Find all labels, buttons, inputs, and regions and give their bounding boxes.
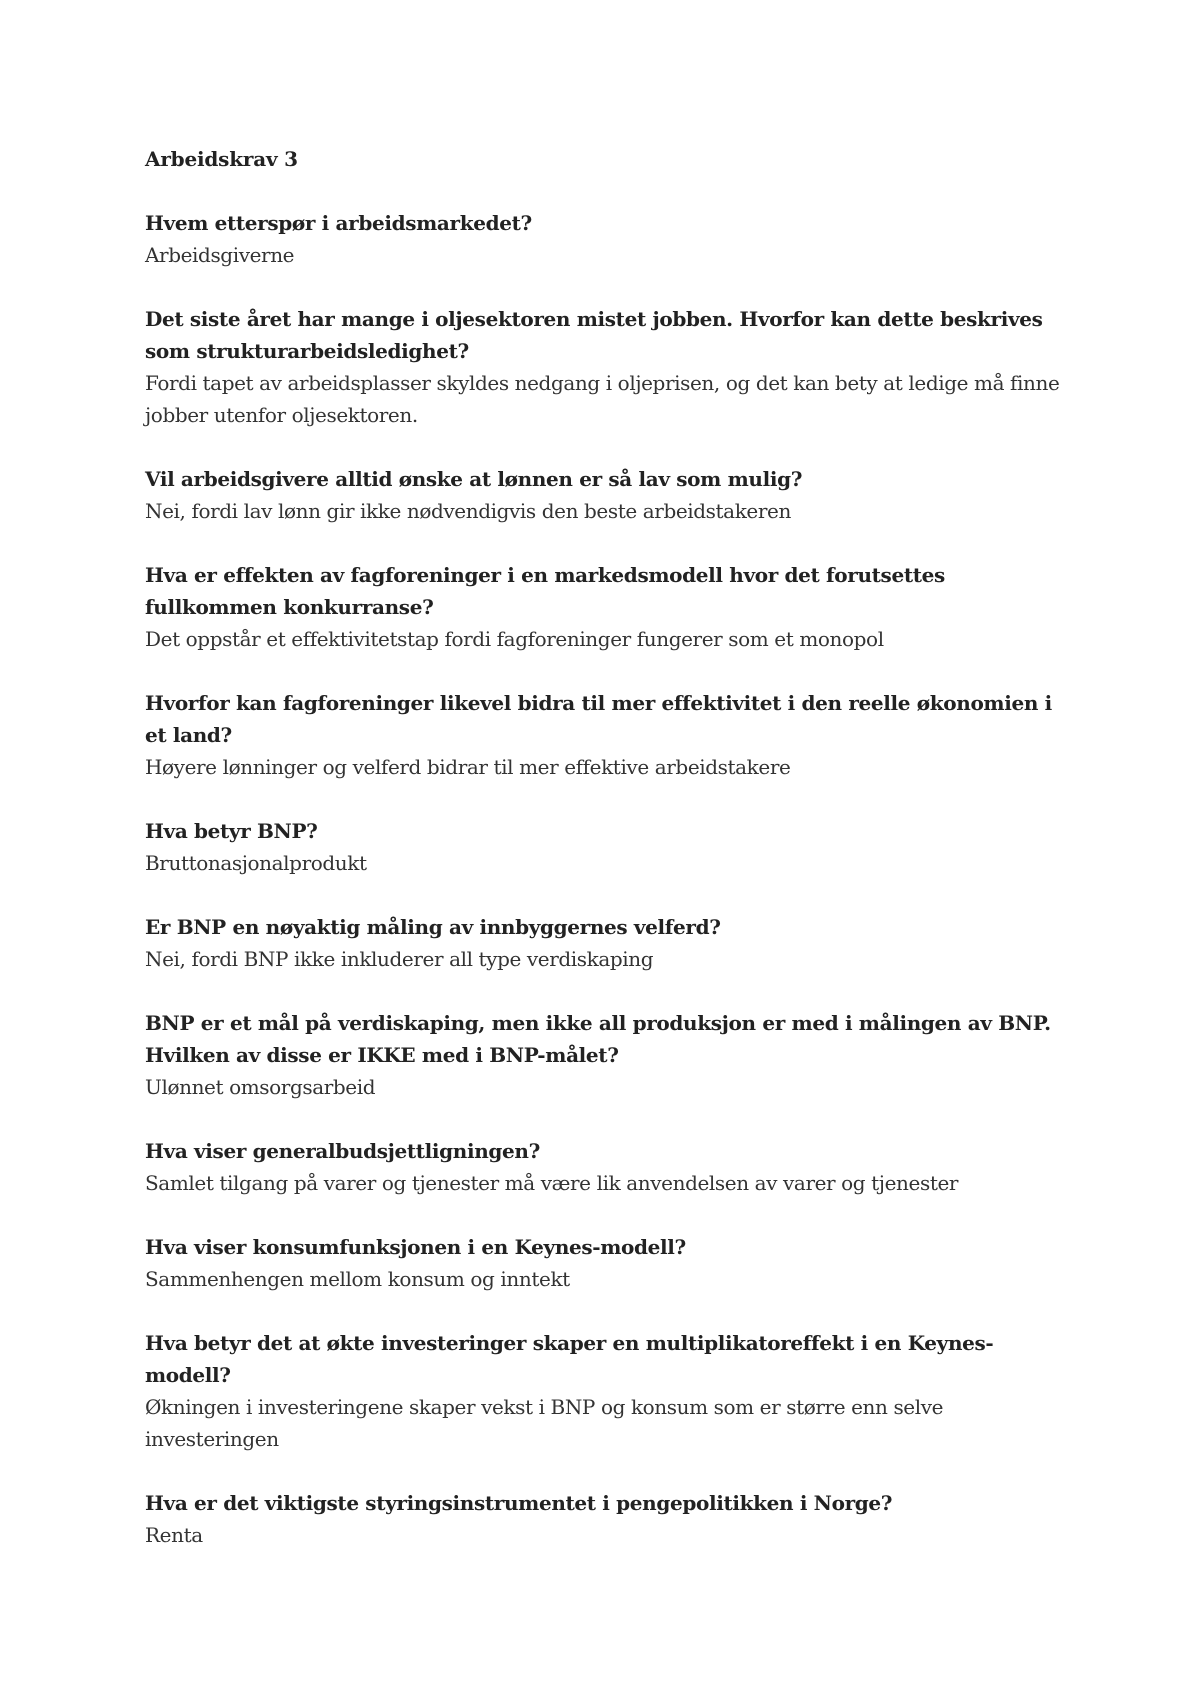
answer-7: Nei, fordi BNP ikke inkluderer all type verdiskaping — [145, 947, 654, 971]
question-9: Hva viser generalbudsjettligningen? — [145, 1139, 540, 1163]
answer-3: Nei, fordi lav lønn gir ikke nødvendigvis den beste arbeidstakeren — [145, 499, 791, 523]
question-10: Hva viser konsumfunksjonen i en Keynes-modell? — [145, 1235, 686, 1259]
answer-6: Bruttonasjonalprodukt — [145, 851, 367, 875]
qa-item-3 — [145, 463, 1065, 527]
answer-8: Ulønnet omsorgsarbeid — [145, 1075, 376, 1099]
qa-item-8 — [145, 1007, 1065, 1103]
answer-5: Høyere lønninger og velferd bidrar til mer effektive arbeidstakere — [145, 755, 791, 779]
qa-item-10 — [145, 1231, 1065, 1295]
question-11: Hva betyr det at økte investeringer skaper en multiplikatoreffekt i en Keynes-modell? — [145, 1331, 994, 1387]
qa-item-2 — [145, 303, 1065, 431]
qa-item-5 — [145, 687, 1065, 783]
document-title: Arbeidskrav 3 — [145, 147, 298, 171]
answer-10: Sammenhengen mellom konsum og inntekt — [145, 1267, 570, 1291]
qa-item-7 — [145, 911, 1065, 975]
question-1: Hvem etterspør i arbeidsmarkedet? — [145, 211, 532, 235]
question-3: Vil arbeidsgivere alltid ønske at lønnen er så lav som mulig? — [145, 467, 803, 491]
question-4: Hva er effekten av fagforeninger i en markedsmodell hvor det forutsettes fullkommen konkurranse? — [145, 563, 945, 619]
qa-item-6 — [145, 815, 1065, 879]
question-8: BNP er et mål på verdiskaping, men ikke all produksjon er med i målingen av BNP. Hvilken av disse er IKKE med i BNP-målet? — [145, 1011, 1051, 1067]
answer-1: Arbeidsgiverne — [145, 243, 295, 267]
question-2: Det siste året har mange i oljesektoren mistet jobben. Hvorfor kan dette beskrives som strukturarbeidsledighet? — [145, 307, 1043, 363]
qa-item-4 — [145, 559, 1065, 655]
question-6: Hva betyr BNP? — [145, 819, 318, 843]
question-5: Hvorfor kan fagforeninger likevel bidra til mer effektivitet i den reelle økonomien i et land? — [145, 691, 1052, 747]
question-7: Er BNP en nøyaktig måling av innbyggernes velferd? — [145, 915, 721, 939]
answer-12: Renta — [145, 1523, 203, 1547]
document-page — [145, 143, 1065, 1583]
qa-item-1 — [145, 207, 1065, 271]
question-12: Hva er det viktigste styringsinstrumentet i pengepolitikken i Norge? — [145, 1491, 893, 1515]
answer-11: Økningen i investeringene skaper vekst i BNP og konsum som er større enn selve investeringen — [145, 1395, 944, 1451]
qa-item-9 — [145, 1135, 1065, 1199]
answer-4: Det oppstår et effektivitetstap fordi fagforeninger fungerer som et monopol — [145, 627, 884, 651]
answer-9: Samlet tilgang på varer og tjenester må være lik anvendelsen av varer og tjenester — [145, 1171, 959, 1195]
qa-item-11 — [145, 1327, 1065, 1455]
answer-2: Fordi tapet av arbeidsplasser skyldes nedgang i oljeprisen, og det kan bety at ledige må finne jobber utenfor oljesektoren. — [145, 371, 1060, 427]
qa-item-12 — [145, 1487, 1065, 1551]
